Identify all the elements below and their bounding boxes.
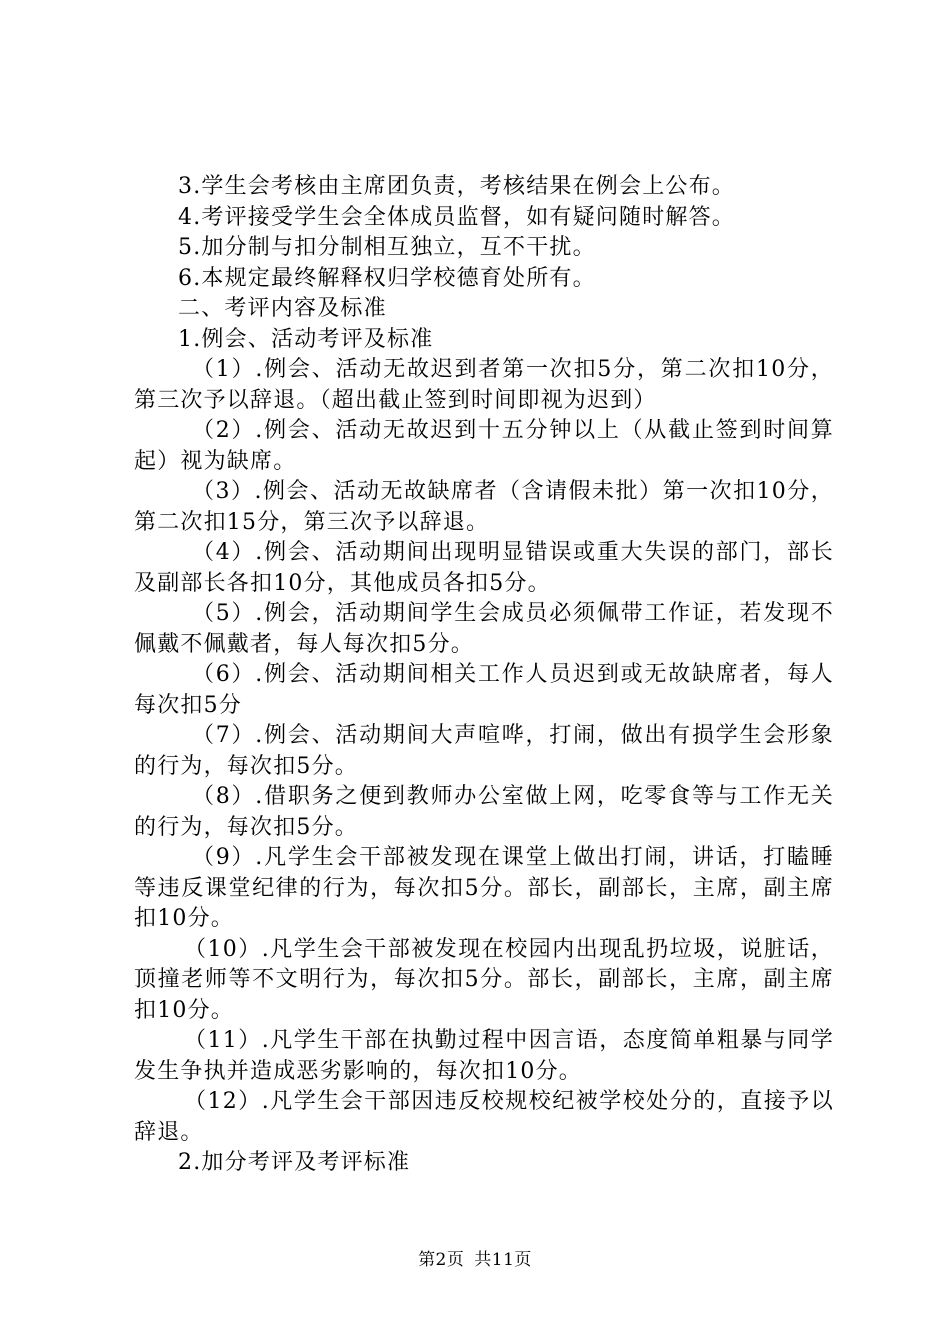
paragraph: 5.加分制与扣分制相互独立，互不干扰。 [178, 235, 596, 260]
rule-item: （9）.凡学生会干部被发现在课堂上做出打闹，讲话，打瞌睡等违反课堂纪律的行为，每次扣5分。部长，副部长，主席，副主席扣10分。 [134, 845, 834, 931]
rule-item: （6）.例会、活动期间相关工作人员迟到或无故缺席者，每人每次扣5分 [134, 662, 834, 718]
rule-item: （8）.借职务之便到教师办公室做上网，吃零食等与工作无关的行为，每次扣5分。 [134, 784, 834, 840]
rule-item: （12）.凡学生会干部因违反校规校纪被学校处分的，直接予以辞退。 [134, 1089, 834, 1145]
rule-item: （1）.例会、活动无故迟到者第一次扣5分，第二次扣10分，第三次予以辞退。（超出截止签到时间即视为迟到） [134, 357, 834, 413]
section-heading: 二、考评内容及标准 [178, 296, 387, 321]
paragraph: 6.本规定最终解释权归学校德育处所有。 [178, 265, 596, 291]
paragraph: 4.考评接受学生会全体成员监督，如有疑问随时解答。 [178, 204, 735, 230]
page-footer [0, 1245, 950, 1270]
rule-item: （5）.例会，活动期间学生会成员必须佩带工作证，若发现不佩戴不佩戴者，每人每次扣5分。 [134, 601, 834, 657]
page-total: 共11页 [474, 1250, 532, 1270]
subsection-heading: 1.例会、活动考评及标准 [178, 326, 434, 352]
rule-item: （3）.例会、活动无故缺席者（含请假未批）第一次扣10分，第二次扣15分，第三次予以辞退。 [134, 479, 834, 535]
rule-item: （10）.凡学生会干部被发现在校园内出现乱扔垃圾，说脏话，顶撞老师等不文明行为，每次扣5分。部长，副部长，主席，副主席扣10分。 [134, 936, 834, 1023]
document-body [134, 172, 834, 1179]
rule-item: （4）.例会、活动期间出现明显错误或重大失误的部门，部长及副部长各扣10分，其他成员各扣5分。 [134, 540, 834, 596]
paragraph: 3.学生会考核由主席团负责，考核结果在例会上公布。 [178, 174, 735, 199]
rule-item: （7）.例会、活动期间大声喧哗，打闹，做出有损学生会形象的行为，每次扣5分。 [134, 723, 834, 779]
subsection-heading: 2.加分考评及考评标准 [178, 1150, 411, 1175]
rule-item: （2）.例会、活动无故迟到十五分钟以上（从截止签到时间算起）视为缺席。 [134, 418, 834, 474]
page-number: 第2页 [418, 1250, 465, 1270]
rule-item: （11）.凡学生干部在执勤过程中因言语，态度简单粗暴与同学发生争执并造成恶劣影响的，每次扣10分。 [134, 1028, 834, 1084]
